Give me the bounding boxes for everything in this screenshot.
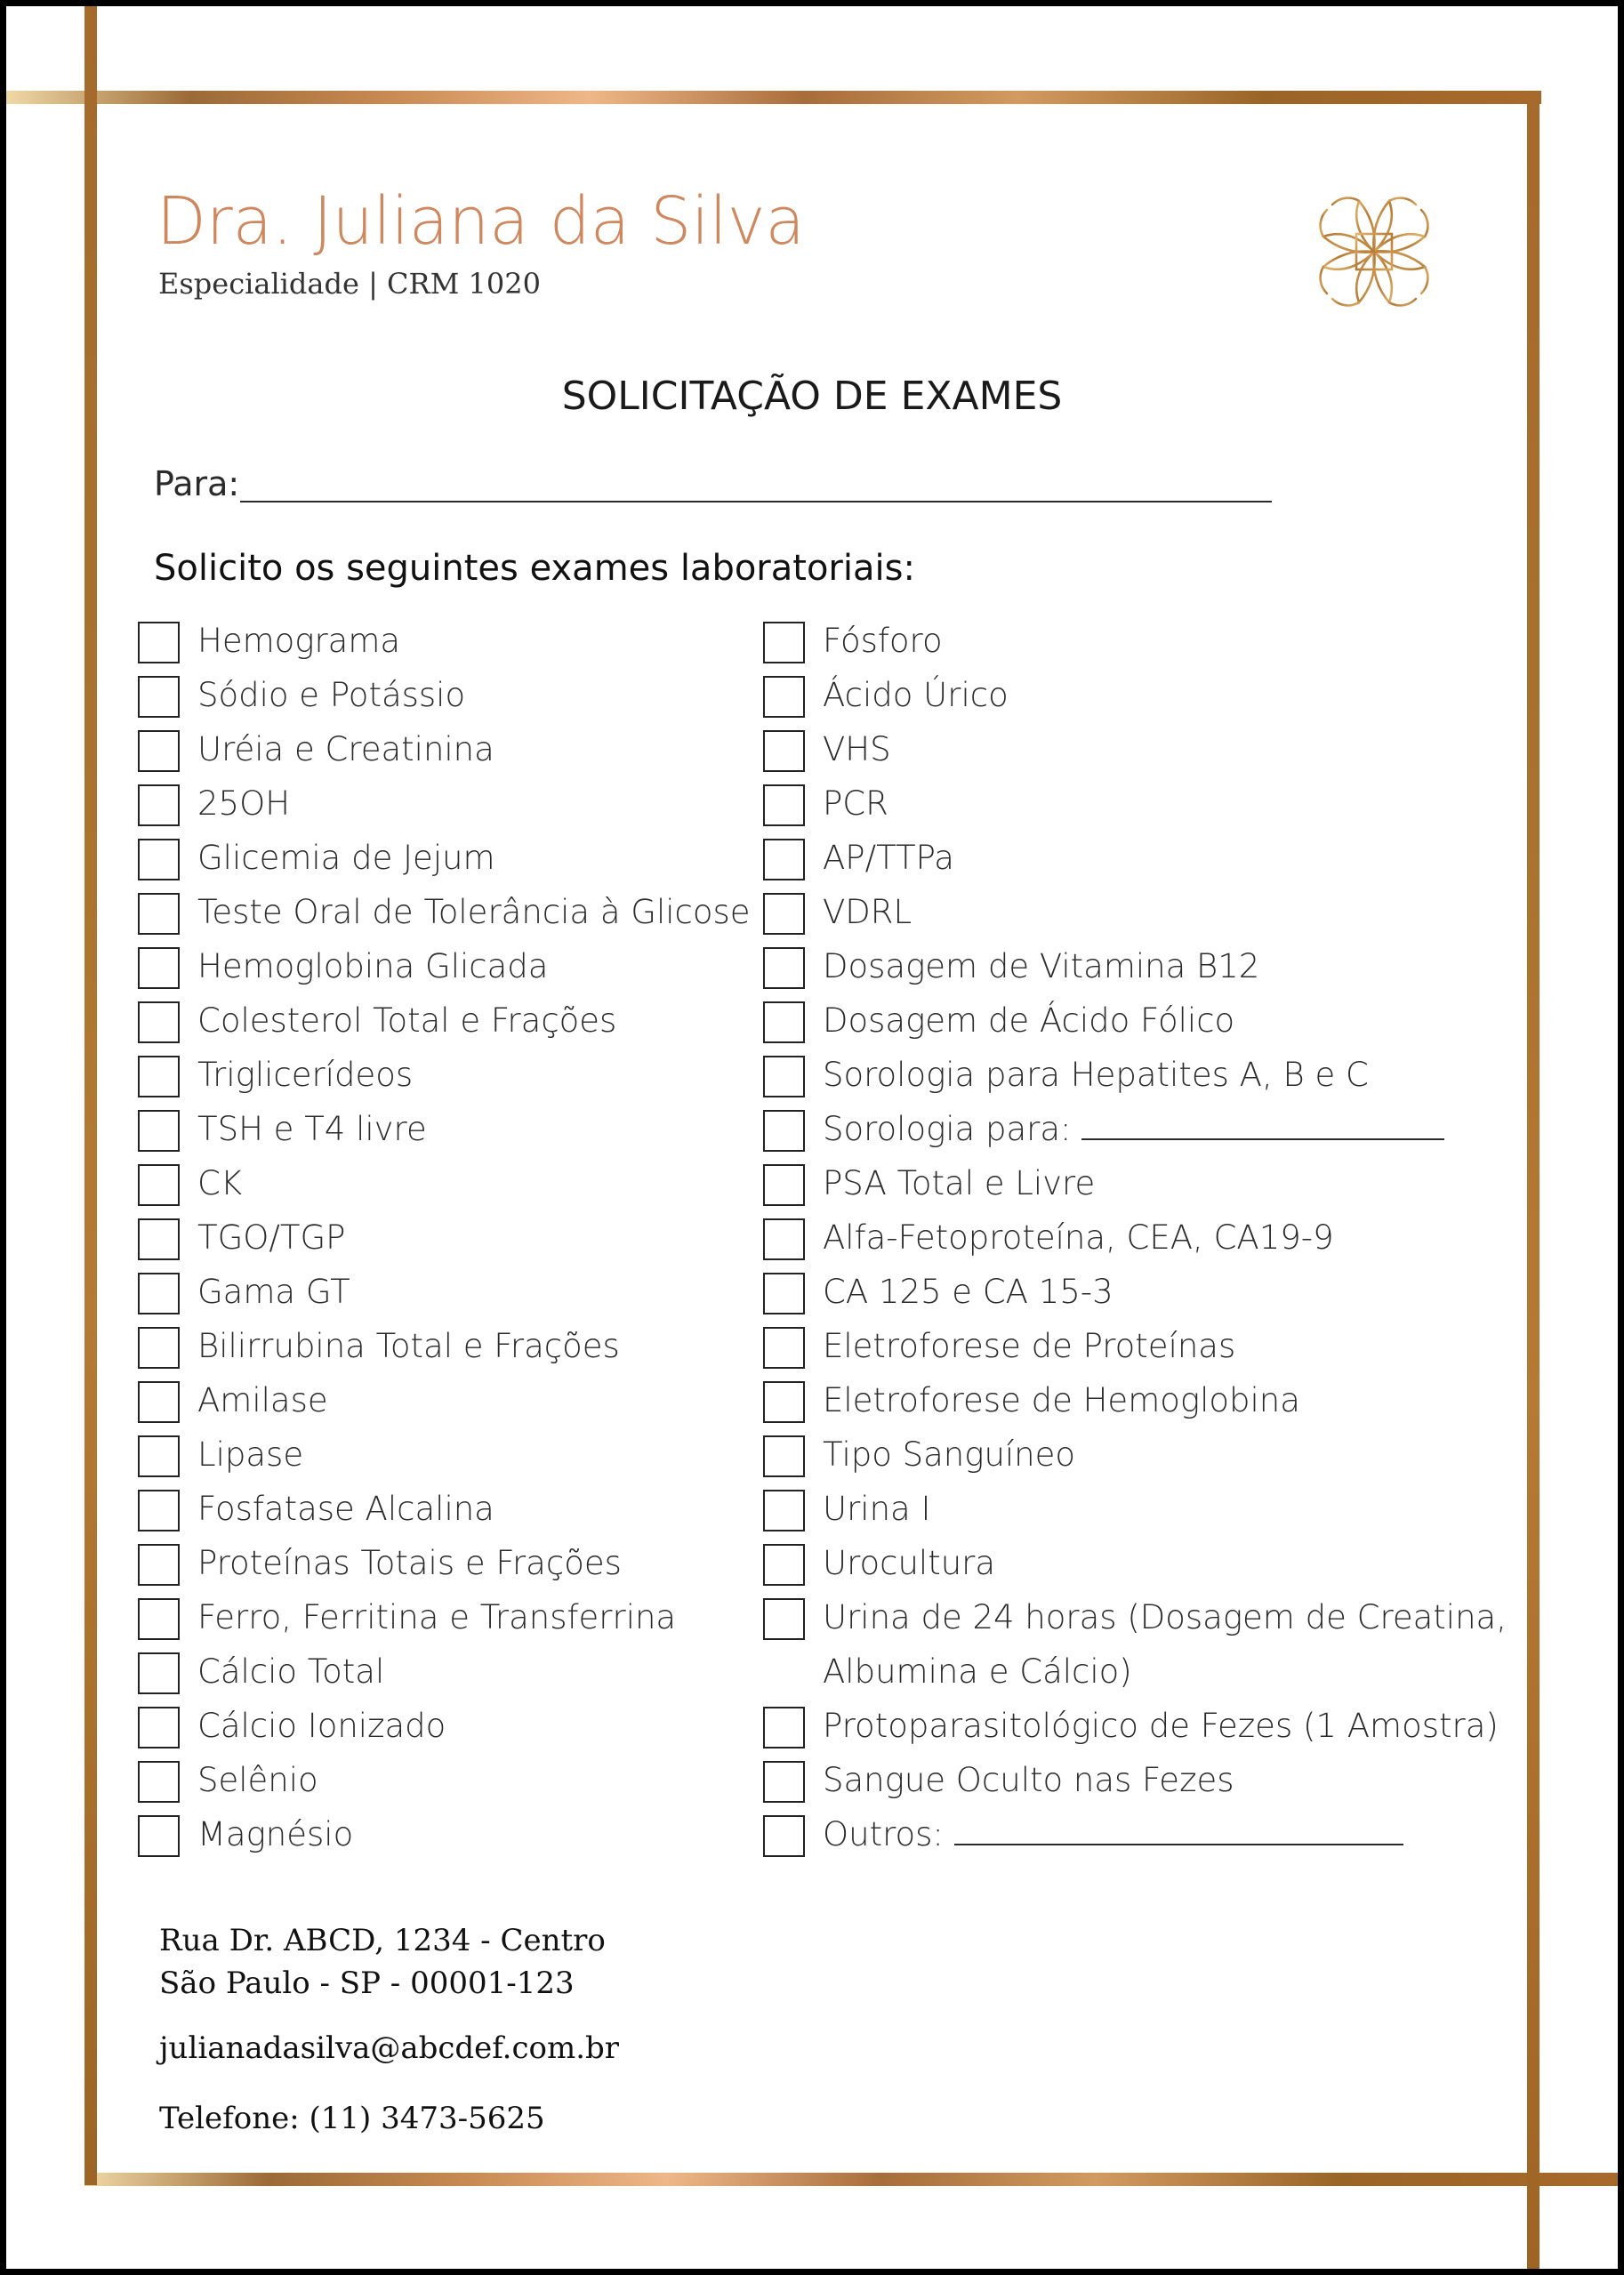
outros-input-line[interactable]: [954, 1819, 1403, 1845]
exam-item: [138, 722, 751, 776]
exam-checkbox[interactable]: [763, 1218, 805, 1260]
para-label: Para:: [154, 464, 240, 503]
exam-item: [763, 831, 1516, 885]
exam-item: [138, 1753, 751, 1807]
exam-checkbox[interactable]: [138, 1381, 180, 1423]
exam-item: [763, 1265, 1516, 1319]
exam-label: Triglicerídeos: [197, 1056, 414, 1094]
exam-item: [763, 1427, 1516, 1482]
exam-item: [138, 1156, 751, 1210]
exam-label: Fosfatase Alcalina: [197, 1490, 494, 1528]
exam-label: Cálcio Total: [197, 1652, 385, 1691]
exam-label: Hemoglobina Glicada: [197, 947, 549, 985]
exam-checkbox[interactable]: [138, 1598, 180, 1640]
exam-label: TGO/TGP: [197, 1218, 346, 1257]
exam-label-with-blank: [823, 1102, 1444, 1156]
exam-item: [763, 1482, 1516, 1536]
exam-label: Ácido Úrico: [823, 676, 1009, 714]
exam-item: [138, 1482, 751, 1536]
exam-label: Amilase: [197, 1381, 328, 1419]
exam-label: 25OH: [197, 784, 291, 823]
exam-label: Protoparasitológico de Fezes (1 Amostra): [823, 1707, 1499, 1745]
exam-item: [763, 1807, 1516, 1861]
exam-label: VDRL: [823, 893, 912, 931]
exam-label: VHS: [823, 730, 891, 768]
exam-checkbox[interactable]: [763, 676, 805, 718]
exam-label: Hemograma: [197, 622, 401, 660]
exam-item: [138, 1427, 751, 1482]
exam-item: [763, 1590, 1516, 1699]
exam-label: Selênio: [197, 1761, 318, 1799]
exam-label: Proteínas Totais e Frações: [197, 1544, 622, 1582]
exam-label: CA 125 e CA 15-3: [823, 1273, 1113, 1311]
exam-checkbox[interactable]: [763, 1707, 805, 1748]
exam-label: Dosagem de Ácido Fólico: [823, 1001, 1235, 1040]
exam-item: [138, 939, 751, 993]
exam-checkbox[interactable]: [763, 1815, 805, 1857]
request-text: Solicito os seguintes exames laboratoriais:: [154, 548, 915, 589]
exam-label: Urocultura: [823, 1544, 996, 1582]
exam-checkbox[interactable]: [138, 622, 180, 663]
exam-label: Gama GT: [197, 1273, 350, 1311]
exam-checkbox[interactable]: [138, 947, 180, 989]
exam-item: [138, 993, 751, 1048]
exam-label: Dosagem de Vitamina B12: [823, 947, 1260, 985]
exam-checkbox[interactable]: [138, 1218, 180, 1260]
exam-label: Uréia e Creatinina: [197, 730, 494, 768]
exam-checkbox[interactable]: [763, 622, 805, 663]
exam-checkbox[interactable]: [763, 893, 805, 935]
address-line-2: São Paulo - SP - 00001-123: [159, 1966, 575, 2001]
exam-label: Ferro, Ferritina e Transferrina: [197, 1598, 677, 1636]
exam-label: Glicemia de Jejum: [197, 839, 495, 877]
phone: Telefone: (11) 3473-5625: [159, 2101, 545, 2136]
exam-label-with-blank: [823, 1807, 1403, 1861]
exam-checkbox[interactable]: [763, 1435, 805, 1477]
exam-item: [138, 831, 751, 885]
exam-item: [763, 885, 1516, 939]
doctor-name: Dra. Juliana da Silva: [157, 183, 805, 260]
exam-item: [138, 1319, 751, 1373]
exam-checkbox[interactable]: [138, 730, 180, 772]
exam-checkbox[interactable]: [138, 1544, 180, 1586]
exam-checkbox[interactable]: [138, 1490, 180, 1531]
exam-item: [138, 1536, 751, 1590]
exam-label: Eletroforese de Hemoglobina: [823, 1381, 1300, 1419]
exam-checkbox[interactable]: [763, 784, 805, 826]
exam-label: Sangue Oculto nas Fezes: [823, 1761, 1234, 1799]
doctor-specialty: Especialidade | CRM 1020: [158, 267, 541, 301]
exam-checkbox[interactable]: [138, 1273, 180, 1314]
exam-label: Alfa-Fetoproteína, CEA, CA19-9: [823, 1218, 1334, 1257]
form-title: SOLICITAÇÃO DE EXAMES: [561, 374, 1063, 419]
exam-label: AP/TTPa: [823, 839, 954, 877]
exam-item: [138, 885, 751, 939]
exam-checkbox[interactable]: [763, 1001, 805, 1043]
exam-label: Bilirrubina Total e Frações: [197, 1327, 620, 1365]
exam-label: Colesterol Total e Frações: [197, 1001, 617, 1040]
exam-item: [763, 1210, 1516, 1265]
exam-checkbox[interactable]: [138, 1707, 180, 1748]
exam-label: Urina I: [823, 1490, 931, 1528]
exam-item: [763, 1156, 1516, 1210]
exam-checkbox[interactable]: [763, 1761, 805, 1803]
exam-checkbox[interactable]: [763, 1273, 805, 1314]
exam-item: [763, 1753, 1516, 1807]
exam-checkbox[interactable]: [138, 1110, 180, 1152]
address-line-1: Rua Dr. ABCD, 1234 - Centro: [159, 1923, 606, 1958]
exam-item: [763, 1536, 1516, 1590]
exam-checkbox[interactable]: [138, 784, 180, 826]
frame-left-line: [84, 6, 97, 2185]
exam-item: [763, 1319, 1516, 1373]
exam-item: [138, 1102, 751, 1156]
exam-item: [763, 1102, 1516, 1156]
exam-checkbox[interactable]: [138, 1815, 180, 1857]
exam-item: [763, 1373, 1516, 1427]
exam-checkbox[interactable]: [763, 1056, 805, 1097]
exam-checkbox[interactable]: [763, 730, 805, 772]
exam-label: Magnésio: [197, 1815, 354, 1853]
exam-item: [138, 1265, 751, 1319]
exam-item: [763, 776, 1516, 831]
exam-checkbox[interactable]: [138, 1164, 180, 1206]
exam-checkbox[interactable]: [763, 839, 805, 880]
exam-item: [138, 614, 751, 668]
exam-item: [138, 668, 751, 722]
exam-label: PCR: [823, 784, 888, 823]
exam-item: [763, 993, 1516, 1048]
exam-label: Cálcio Ionizado: [197, 1707, 446, 1745]
exam-item: [763, 668, 1516, 722]
exam-list-right: [763, 614, 1516, 1861]
exam-checkbox[interactable]: [138, 893, 180, 935]
exam-label: TSH e T4 livre: [197, 1110, 427, 1148]
exam-label: Sódio e Potássio: [197, 676, 466, 714]
exam-item: [138, 1210, 751, 1265]
exam-list-left: [138, 614, 751, 1861]
floral-ornament-icon: [1307, 185, 1441, 318]
exam-item: [763, 614, 1516, 668]
exam-checkbox[interactable]: [138, 1652, 180, 1694]
exam-item: [138, 1373, 751, 1427]
exam-checkbox[interactable]: [138, 676, 180, 718]
exam-checkbox[interactable]: [763, 1490, 805, 1531]
para-input-line[interactable]: [240, 501, 1272, 502]
exam-label: Teste Oral de Tolerância à Glicose: [197, 893, 751, 931]
exam-item: [763, 1048, 1516, 1102]
exam-label: Tipo Sanguíneo: [823, 1435, 1076, 1474]
exam-checkbox[interactable]: [138, 839, 180, 880]
exam-label: Fósforo: [823, 622, 943, 660]
exam-checkbox[interactable]: [763, 1327, 805, 1369]
exam-checkbox[interactable]: [763, 947, 805, 989]
exam-item: [763, 939, 1516, 993]
exam-checkbox[interactable]: [138, 1761, 180, 1803]
frame-top-line: [6, 91, 1541, 104]
exam-item: [138, 776, 751, 831]
sorologia-input-line[interactable]: [1081, 1113, 1444, 1140]
exam-item: [138, 1590, 751, 1644]
exam-item: [763, 1699, 1516, 1753]
exam-item: [138, 1807, 751, 1861]
exam-item: [138, 1699, 751, 1753]
exam-item: [763, 722, 1516, 776]
exam-label: PSA Total e Livre: [823, 1164, 1096, 1202]
exam-checkbox[interactable]: [138, 1327, 180, 1369]
exam-checkbox[interactable]: [763, 1110, 805, 1152]
frame-bottom-line: [84, 2173, 1618, 2186]
exam-label: Lipase: [197, 1435, 304, 1474]
exam-label: CK: [197, 1164, 243, 1202]
exam-checkbox[interactable]: [763, 1598, 805, 1640]
exam-label-text: Sorologia para:: [823, 1110, 1072, 1148]
exam-checkbox[interactable]: [763, 1381, 805, 1423]
exam-checkbox[interactable]: [138, 1001, 180, 1043]
exam-item: [138, 1644, 751, 1699]
exam-label: Urina de 24 horas (Dosagem de Creatina, Albumina e Cálcio): [823, 1598, 1507, 1691]
exam-item: [138, 1048, 751, 1102]
exam-checkbox[interactable]: [763, 1164, 805, 1206]
exam-checkbox[interactable]: [763, 1544, 805, 1586]
email: julianadasilva@abcdef.com.br: [159, 2030, 620, 2066]
exam-label-text: Outros:: [823, 1815, 944, 1853]
exam-label: Eletroforese de Proteínas: [823, 1327, 1236, 1365]
exam-checkbox[interactable]: [138, 1435, 180, 1477]
exam-checkbox[interactable]: [138, 1056, 180, 1097]
exam-label: Sorologia para Hepatites A, B e C: [823, 1056, 1369, 1094]
